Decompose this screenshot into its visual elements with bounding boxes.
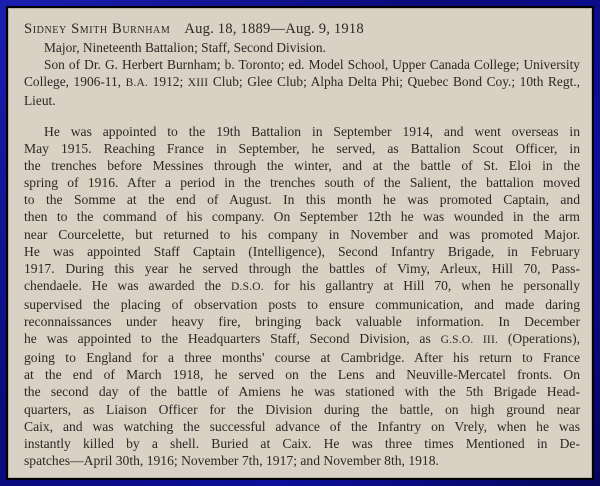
narrative-line: near Courcelette, but returned to his company in November and was promoted Major.	[24, 226, 580, 242]
life-dates: Aug. 18, 1889—Aug. 9, 1918	[184, 21, 364, 37]
bio-text-1: Son of Dr. G. Herbert Burnham; b. Toronto; ed. Model School, Upper Canada College; University College, 1906-11,	[24, 57, 580, 90]
narrative-line: the trenches before Messines through the winter, and at the battle of St. Eloi in the	[24, 158, 580, 174]
narrative-text: for his gallantry at Hill 70, when he personally	[263, 277, 580, 293]
gso-abbrev: G.S.O. III.	[440, 334, 499, 347]
biographical-paragraph	[24, 56, 580, 110]
narrative-line: reconnaissances under heavy fire, bringing back valuable information. In December	[24, 314, 580, 330]
narrative-line: then to the command of his company. On September 12th he was wounded in the arm	[24, 209, 580, 225]
bio-text-2: 1912;	[148, 74, 188, 90]
bio-text-3: Club; Glee Club; Alpha Delta Phi; Quebec Bond Coy.; 10th Regt., Lieut.	[24, 74, 580, 109]
narrative-line: going to England for a three months' course at Cambridge. After his return to France	[24, 350, 580, 366]
narrative-line: supervised the placing of observation posts to ensure communication, and made daring	[24, 296, 580, 312]
narrative-text: he was appointed to the Headquarters Staff, Second Division, as	[24, 331, 441, 347]
narrative-line: at the end of March 1918, he served on the Lens and Neuville-Mercatel fronts. On	[24, 367, 580, 383]
service-narrative	[24, 123, 580, 469]
memorial-entry	[24, 20, 580, 469]
club-numeral: XIII	[187, 77, 209, 90]
narrative-line: May 1915. Reaching France in September, he served, as Battalion Scout Officer, in	[24, 141, 580, 157]
narrative-line: quarters, as Liaison Officer for the Division during the battle, on high ground near	[24, 401, 580, 417]
person-name: Sidney Smith Burnham	[24, 21, 171, 37]
narrative-line: Caix, and was watching the successful advance of the Infantry on Vrely, when he was	[24, 418, 580, 434]
narrative-line	[24, 277, 580, 296]
narrative-text: chendaele. He was awarded the	[24, 277, 231, 293]
document-page	[6, 6, 594, 480]
narrative-line: spring of 1916. After a period in the trenches south of the Salient, the battalion moved	[24, 175, 580, 191]
entry-heading	[24, 20, 580, 39]
narrative-line: 1917. During this year he served through the battles of Vimy, Arleux, Hill 70, Pass-	[24, 260, 580, 276]
narrative-line: instantly killed by a shell. Buried at Caix. He was three times Mentioned in De-	[24, 435, 580, 451]
narrative-text: (Operations),	[498, 331, 580, 347]
narrative-line	[24, 330, 580, 349]
degree-abbrev: B.A.	[125, 77, 149, 90]
dso-abbrev: D.S.O.	[230, 280, 264, 293]
narrative-line: spatches—April 30th, 1916; November 7th, 1917; and November 8th, 1918.	[24, 452, 439, 468]
narrative-line: He was appointed Staff Captain (Intelligence), Second Infantry Brigade, in February	[24, 243, 580, 259]
narrative-line: He was appointed to the 19th Battalion in September 1914, and went overseas in	[44, 124, 580, 139]
narrative-line: to the Somme at the end of August. In this month he was promoted Captain, and	[24, 192, 580, 208]
narrative-line: the second day of the battle of Amiens he was stationed with the 5th Brigade Head-	[24, 384, 580, 400]
rank-line: Major, Nineteenth Battalion; Staff, Second Division.	[44, 40, 326, 55]
